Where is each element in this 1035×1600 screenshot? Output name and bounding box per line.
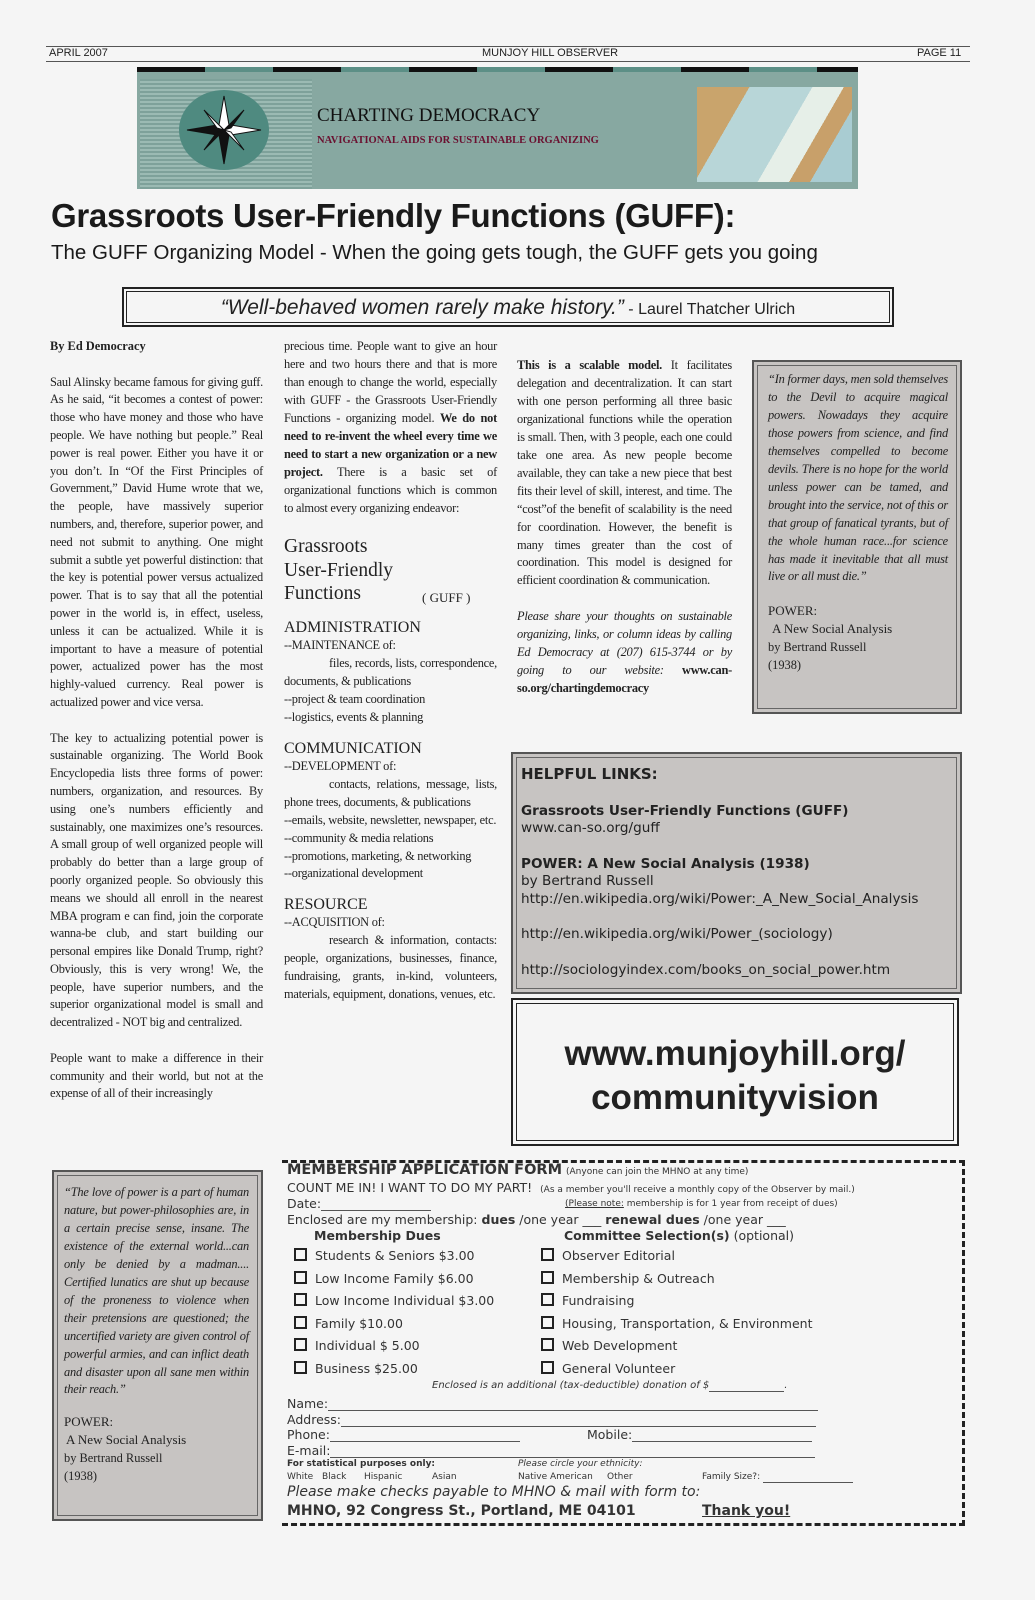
- function-section: [284, 618, 497, 727]
- emphasis: We do not need to re-invent the wheel every time we need to start a new organization or a new project.: [284, 410, 497, 479]
- family-size-field[interactable]: [763, 1473, 853, 1483]
- membership-form: [282, 1160, 965, 1526]
- donation-label: Enclosed is an additional (tax-deductible) donation of $: [432, 1380, 710, 1391]
- donation-row: Enclosed is an additional (tax-deductible) donation of $ .: [432, 1380, 788, 1391]
- banner-title: CHARTING DEMOCRACY: [317, 105, 541, 126]
- section-line: --organizational development: [284, 866, 423, 881]
- headline: Grassroots User-Friendly Functions (GUFF):: [51, 197, 736, 234]
- option-label: Low Income Individual $3.00: [315, 1293, 495, 1309]
- checkbox[interactable]: [541, 1316, 554, 1329]
- enclosed-row: [287, 1212, 786, 1227]
- section-line: --logistics, events & planning: [284, 709, 424, 724]
- paragraph: [517, 357, 732, 590]
- paragraph: [284, 338, 497, 518]
- banner-subtitle: NAVIGATIONAL AIDS FOR SUSTAINABLE ORGANIZING: [317, 135, 599, 146]
- section-title: COMMUNICATION: [284, 739, 422, 757]
- header-rule-bottom: [46, 61, 970, 62]
- checkbox[interactable]: [294, 1361, 307, 1374]
- ethnicity-label: Please circle your ethnicity:: [518, 1459, 643, 1469]
- checkbox[interactable]: [294, 1293, 307, 1306]
- section-detail: contacts, relations, message, lists, phone trees, documents, & publications: [284, 776, 497, 809]
- section-line: --DEVELOPMENT of:: [284, 758, 397, 773]
- option-label: Family $10.00: [315, 1315, 403, 1331]
- paragraph: People want to make a difference in their community and their world, but not at the expense of all of their increasingly: [50, 1050, 263, 1101]
- one-year[interactable]: /one year ___: [515, 1212, 606, 1227]
- renewal-label: renewal dues: [605, 1212, 700, 1227]
- quote-text: “The love of power is a part of human nature, but power-philosophies are, in a certain precise sense, insane. The existence of the external world...can only be denied by a madman.... Certified lunatics are shut up because of the proneness to violence when their pretensions are questioned; the uncertified variety are given control of powerful armies, and can inflict death and disaster upon all sane men within their reach.”: [64, 1185, 249, 1397]
- option-label: Business $25.00: [315, 1361, 418, 1376]
- source-line: by Bertrand Russell: [64, 1451, 163, 1466]
- text: There is a basic set of organizational functions which is common to almost every organizing endeavor:: [284, 464, 497, 515]
- option-label: Web Development: [562, 1338, 678, 1354]
- committee-option[interactable]: [541, 1248, 675, 1263]
- name-field[interactable]: [328, 1398, 818, 1411]
- dues-option[interactable]: [294, 1316, 403, 1331]
- subheadline: The GUFF Organizing Model - When the going gets tough, the GUFF gets you going: [51, 241, 818, 264]
- banner-stripes: [137, 67, 858, 72]
- quote-source: [768, 602, 948, 674]
- link-name: Grassroots User-Friendly Functions (GUFF): [521, 802, 849, 819]
- family-size-label: Family Size?:: [702, 1472, 761, 1482]
- article-column-2: [284, 338, 497, 1016]
- name-row: [287, 1396, 818, 1411]
- count-note: (As a member you'll receive a monthly copy of the Observer by mail.): [540, 1185, 855, 1195]
- link-line[interactable]: http://en.wikipedia.org/wiki/Power:_A_New_Social_Analysis: [521, 890, 919, 907]
- link-name: POWER: A New Social Analysis (1938): [521, 855, 810, 872]
- option-label: General Volunteer: [562, 1361, 676, 1376]
- optional-label: (optional): [729, 1228, 795, 1243]
- emphasis: This is a scalable model.: [517, 358, 663, 372]
- option-label: Observer Editorial: [562, 1248, 675, 1263]
- section-line: --community & media relations: [284, 830, 434, 845]
- dues-label: dues: [481, 1212, 516, 1227]
- phone-row: [287, 1427, 520, 1442]
- source-line: (1938): [64, 1469, 98, 1484]
- option-label: Low Income Family $6.00: [315, 1270, 474, 1286]
- page-number: PAGE 11: [917, 47, 962, 59]
- dues-heading: Membership Dues: [314, 1228, 441, 1243]
- ethnicity-option[interactable]: Hispanic: [364, 1472, 403, 1482]
- section-detail: files, records, lists, correspondence, documents, & publications: [284, 655, 497, 688]
- option-label: Membership & Outreach: [562, 1270, 715, 1286]
- ethnicity-option[interactable]: Native American: [518, 1472, 593, 1482]
- dues-option[interactable]: [294, 1248, 475, 1263]
- address-field[interactable]: [341, 1414, 816, 1427]
- function-section: [284, 895, 497, 1004]
- pull-quote-text: “Well-behaved women rarely make history.”: [220, 296, 624, 319]
- quote-box-content: [754, 362, 960, 674]
- paper-name: MUNJOY HILL OBSERVER: [482, 47, 619, 59]
- option-label: Students & Seniors $3.00: [315, 1248, 475, 1263]
- ethnicity-option[interactable]: Asian: [432, 1472, 457, 1482]
- nautical-chart-image: [697, 87, 852, 182]
- note-label: (Please note:: [565, 1199, 624, 1209]
- note-text: membership is for 1 year from receipt of dues): [623, 1199, 838, 1209]
- mailing-address: MHNO, 92 Congress St., Portland, ME 04101: [287, 1503, 636, 1519]
- dues-option[interactable]: [294, 1293, 494, 1308]
- ethnicity-option[interactable]: White: [287, 1472, 314, 1482]
- section-title: ADMINISTRATION: [284, 618, 421, 636]
- enclosed-label: Enclosed are my membership:: [287, 1212, 482, 1227]
- phone-label: Phone:: [287, 1427, 330, 1442]
- count-me-in: COUNT ME IN! I WANT TO DO MY PART!: [287, 1180, 533, 1195]
- checkbox[interactable]: [294, 1271, 307, 1284]
- source-line: POWER:: [64, 1414, 114, 1430]
- option-label: Fundraising: [562, 1293, 635, 1309]
- link-item: [521, 856, 960, 909]
- ethnicity-option[interactable]: Other: [607, 1472, 633, 1482]
- date-label: Date:: [287, 1196, 322, 1211]
- phone-field[interactable]: [330, 1429, 520, 1442]
- pull-quote: [122, 287, 894, 327]
- quote-box-left: [52, 1170, 263, 1521]
- text: It facilitates delegation and decentralization. It can start with one person performing all three basic organizational functions while the operation is small. Then, with 3 people, each one could take one area. As new people become available, they can take a new piece that best fits their level of skill, interest, and time. The “cost”of the benefit of scalability is the need for coordination. However, the benefit is many times greater than the cost of coordination. This model is designed for efficient coordination & communication.: [517, 358, 732, 588]
- links-content: [513, 754, 960, 979]
- committee-option[interactable]: [541, 1338, 677, 1353]
- column-banner: [137, 67, 858, 189]
- guff-abbr: ( GUFF ): [422, 589, 471, 605]
- committee-option[interactable]: [541, 1361, 675, 1376]
- source-line: (1938): [768, 658, 802, 673]
- source-line: A New Social Analysis: [772, 621, 893, 637]
- source-line: A New Social Analysis: [66, 1432, 187, 1448]
- mobile-row: [587, 1427, 812, 1442]
- checkbox[interactable]: [294, 1338, 307, 1351]
- email-label: E-mail:: [287, 1443, 331, 1458]
- ethnicity-option[interactable]: Black: [322, 1472, 347, 1482]
- link-line: by Bertrand Russell: [521, 873, 654, 889]
- link-url[interactable]: http://en.wikipedia.org/wiki/Power_(sociology): [521, 926, 833, 942]
- option-label: Housing, Transportation, & Environment: [562, 1315, 813, 1331]
- source-line: by Bertrand Russell: [768, 640, 867, 655]
- paragraph: The key to actualizing potential power is sustainable organizing. The World Book Encyclopedia lists three forms of power: numbers, organization, and resources. By using one’s numbers efficiently and sustainably, one maximizes one’s resources. A small group of well organized people will probably do better than a large group of poorly organized people. So obviously this means we should all enroll in the nearest MBA program e can find, join the corporate wanna-be club, and start building our personal empires like Donald Trump, right? Obviously, this is very wrong! We, the people, have superior numbers, and the superior organizational model is small and decentralized - NOT big and centralized.: [50, 730, 263, 1030]
- text: Please share your thoughts on sustainable organizing, links, or column ideas by calling Ed Democracy at (207) 615-3744 or by going to our website:: [517, 609, 732, 678]
- section-line: --emails, website, newsletter, newspaper, etc.: [284, 812, 497, 827]
- option-label: Individual $ 5.00: [315, 1338, 420, 1354]
- checkbox[interactable]: [541, 1338, 554, 1351]
- byline: By Ed Democracy: [50, 339, 146, 353]
- date-field[interactable]: [321, 1198, 431, 1211]
- section-line: --promotions, marketing, & networking: [284, 848, 472, 863]
- section-detail: research & information, contacts: people, organizations, businesses, finance, fundraising, grants, in-kind, volunteers, materials, equipment, donations, venues, etc.: [284, 933, 497, 1002]
- section-line: --MAINTENANCE of:: [284, 637, 396, 652]
- committee-heading-text: Committee Selection(s): [564, 1228, 730, 1243]
- address-label: Address:: [287, 1412, 341, 1427]
- name-label: Name:: [287, 1396, 329, 1411]
- dues-option[interactable]: [294, 1361, 418, 1376]
- one-year-renewal[interactable]: /one year ___: [699, 1212, 786, 1227]
- helpful-links-box: [511, 752, 962, 994]
- issue-date: APRIL 2007: [49, 47, 108, 59]
- article-column-3: [517, 357, 732, 698]
- quote-source: [64, 1413, 249, 1485]
- checks-instructions: Please make checks payable to MHNO & mail with form to:: [287, 1484, 701, 1500]
- mobile-field[interactable]: [632, 1429, 812, 1442]
- paragraph: Saul Alinsky became famous for giving guff. As he said, “it becomes a contest of power: those who have money and those who have people. We have nothing but people.” Real power is real power. Either you have it or you don’t. In “Of the First Principles of Government,” David Hume wrote that we, the people, have massively superior numbers, and, therefore, superior power, and need not submit to anything. One might submit a subtle yet powerful distinction: that the key is potential power versus actualized power. That is to say that all the potential power in the world is, in effect, useless, unless it can be actualized. While it is important to have a measure of potential power, actualized power has the most highly-valued currency. Real power is actualized power and vice versa.: [50, 374, 263, 709]
- committee-option[interactable]: [541, 1293, 634, 1308]
- thank-you: Thank you!: [702, 1503, 791, 1519]
- contact-paragraph: [517, 608, 732, 698]
- checkbox[interactable]: [541, 1293, 554, 1306]
- quote-text: “In former days, men sold themselves to the Devil to acquire magical powers. Nowadays they acquire those powers from science, and find themselves compelled to become devils. There is no hope for the world unless power can be tamed, and brought into the service, not of this or that group of fanatical tyrants, but of the whole human race...for science has made it inevitable that all must live or all must die.”: [768, 372, 949, 584]
- quote-box-content: [54, 1172, 261, 1485]
- form-title-note: (Anyone can join the MHNO at any time): [566, 1167, 749, 1177]
- family-size-row: [702, 1472, 853, 1483]
- function-list: [284, 618, 497, 1004]
- checkbox[interactable]: [541, 1361, 554, 1374]
- form-title-row: [287, 1161, 748, 1181]
- link-url[interactable]: http://sociologyindex.com/books_on_social_power.htm: [521, 961, 891, 978]
- checkbox[interactable]: [294, 1316, 307, 1329]
- dues-option[interactable]: [294, 1271, 474, 1286]
- statistical-label: For statistical purposes only:: [287, 1459, 436, 1469]
- email-row: [287, 1443, 815, 1458]
- checkbox[interactable]: [541, 1248, 554, 1261]
- url-line-2[interactable]: communityvision: [591, 1078, 879, 1117]
- pull-quote-attribution: - Laurel Thatcher Ulrich: [623, 301, 796, 318]
- link-line[interactable]: www.can-so.org/guff: [521, 820, 660, 836]
- source-line: POWER:: [768, 603, 818, 619]
- date-row: [287, 1196, 431, 1211]
- mobile-label: Mobile:: [587, 1427, 633, 1442]
- form-title: MEMBERSHIP APPLICATION FORM: [287, 1162, 563, 1178]
- article-column-1: [50, 338, 263, 1103]
- section-title: RESOURCE: [284, 896, 368, 914]
- guff-title: [284, 535, 471, 606]
- guff-title-text: Grassroots User-Friendly Functions: [284, 536, 394, 605]
- checkbox[interactable]: [541, 1271, 554, 1284]
- committee-option[interactable]: [541, 1271, 715, 1286]
- text: precious time. People want to give an hour here and two hours there and that is more than enough to change the world, especially with GUFF - the Grassroots User-Friendly Functions - organizing model.: [284, 339, 497, 425]
- website-link[interactable]: www.can-so.org/chartingdemocracy: [517, 663, 732, 696]
- links-title: HELPFUL LINKS:: [521, 765, 658, 783]
- url-line-1[interactable]: www.munjoyhill.org/: [564, 1034, 906, 1073]
- address-row: [287, 1412, 816, 1427]
- donation-field[interactable]: [709, 1381, 784, 1392]
- function-section: [284, 739, 497, 884]
- note-row: [565, 1199, 838, 1210]
- committee-option[interactable]: [541, 1316, 813, 1331]
- committee-heading: [564, 1228, 794, 1243]
- community-vision-url-box: [511, 998, 959, 1146]
- dues-option[interactable]: [294, 1338, 420, 1353]
- email-field[interactable]: [330, 1445, 815, 1458]
- link-item: [521, 803, 960, 838]
- compass-rose-icon: [179, 90, 269, 170]
- section-line: --project & team coordination: [284, 691, 426, 706]
- compass-badge: [179, 90, 269, 170]
- checkbox[interactable]: [294, 1248, 307, 1261]
- section-line: --ACQUISITION of:: [284, 915, 385, 930]
- quote-box-right: [752, 360, 962, 714]
